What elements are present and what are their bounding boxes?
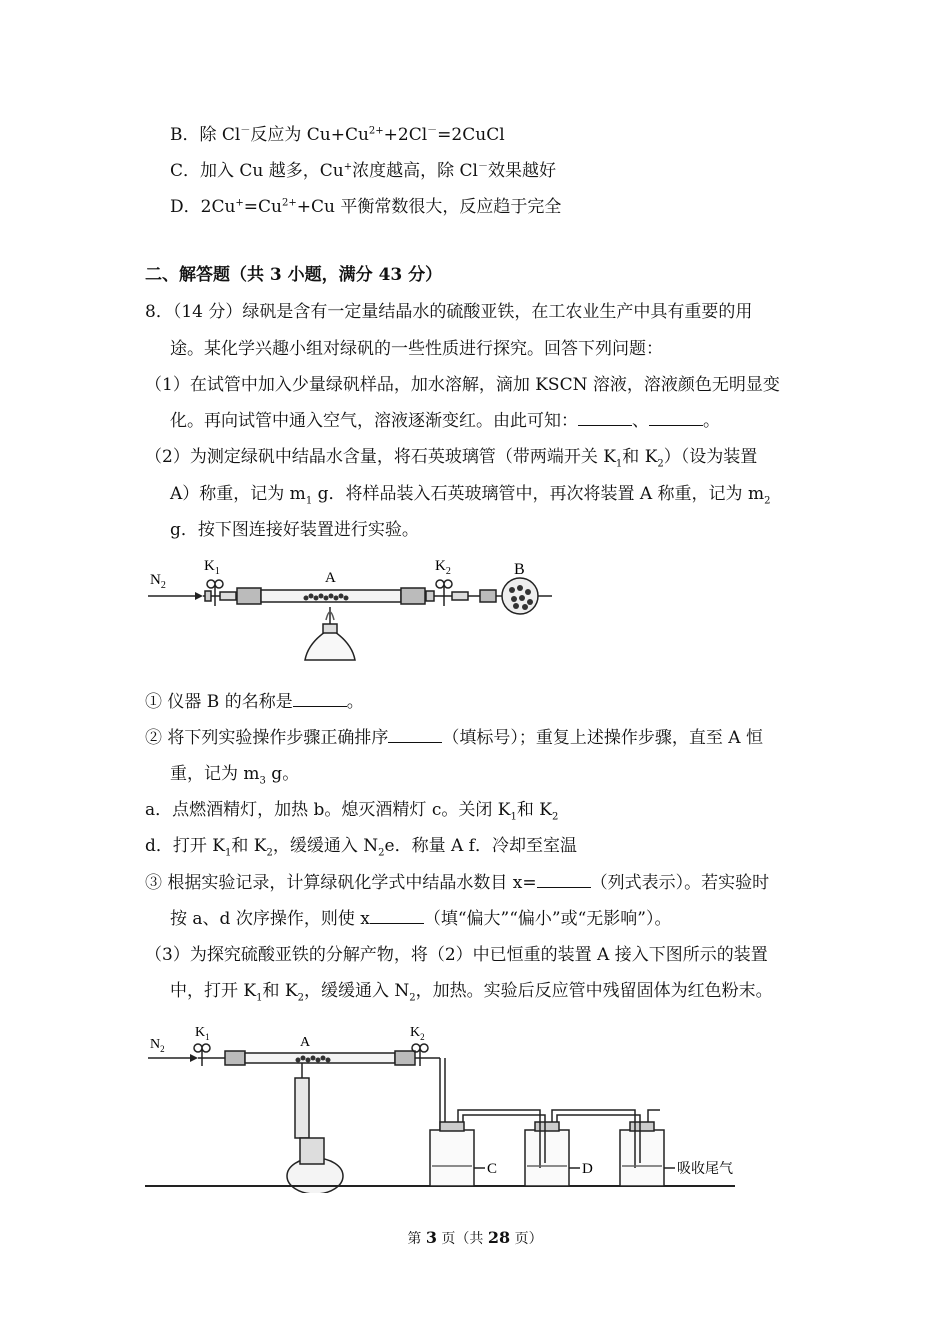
q8-intro-line2: 途。某化学兴趣小组对绿矾的一些性质进行探究。回答下列问题： <box>170 339 663 359</box>
q8-part2-line3: g．按下图连接好装置进行实验。 <box>170 520 419 540</box>
q8-step2-line1: ② 将下列实验操作步骤正确排序 （填标号）；重复上述操作步骤，直至 A 恒 <box>145 728 763 748</box>
fig2-n2-label: $N_2$ <box>150 1037 165 1054</box>
answer-blank[interactable] <box>388 726 442 743</box>
fig2-tail-label: 吸收尾气 <box>677 1162 733 1177</box>
apparatus-figure-2 <box>140 1018 740 1193</box>
fig1-a-label: A <box>325 570 336 586</box>
fig2-d-label: D <box>582 1161 593 1177</box>
fig2-c-label: C <box>487 1161 498 1177</box>
q8-step1: ① 仪器 B 的名称是 。 <box>145 692 364 712</box>
fig2-k2-label: $K_2$ <box>410 1025 425 1042</box>
q8-part3-line1: （3）为探究硫酸亚铁的分解产物，将（2）中已恒重的装置 A 接入下图所示的装置 <box>145 945 768 965</box>
q8-ops-a: a．点燃酒精灯，加热 b。熄灭酒精灯 c。关闭 $K_1$和 $K_2$ <box>145 800 559 823</box>
q8-part2-line1: （2）为测定绿矾中结晶水含量，将石英玻璃管（带两端开关 $K_1$和 $K_2$）（设为装置 <box>145 447 758 470</box>
q8-part3-line2: 中，打开 $K_1$和 $K_2$，缓缓通入 $N_2$，加热。实验后反应管中残留固体为红色粉末。 <box>170 981 773 1004</box>
q8-step2-line2: 重，记为 $m_3$ g。 <box>170 764 300 787</box>
option-c: C．加入 Cu 越多，Cu+浓度越高，除 Cl－效果越好 <box>170 161 556 181</box>
q8-intro-line1: 8．（14 分）绿矾是含有一定量结晶水的硫酸亚铁，在工农业生产中具有重要的用 <box>145 302 753 322</box>
q8-step3-line1: ③ 根据实验记录，计算绿矾化学式中结晶水数目 x= （列式表示）。若实验时 <box>145 873 770 893</box>
fig1-k2-label: $K_2$ <box>435 558 451 577</box>
answer-blank[interactable] <box>537 871 591 888</box>
answer-blank[interactable] <box>578 409 632 426</box>
page-footer: 第 3 页（共 28 页） <box>407 1228 543 1247</box>
answer-blank[interactable] <box>293 690 347 707</box>
option-d: D．$2Cu^+=Cu^{2+}+Cu$ 平衡常数很大，反应趋于完全 <box>170 197 562 217</box>
answer-blank[interactable] <box>649 409 703 426</box>
section-title: 二、解答题（共 3 小题，满分 43 分） <box>145 265 443 285</box>
q8-step3-line2: 按 a、d 次序操作，则使 x （填“偏大”“偏小”或“无影响”）。 <box>170 909 672 929</box>
fig1-k1-label: $K_1$ <box>204 558 220 577</box>
fig1-b-label: B <box>514 561 525 578</box>
q8-part1-line2: 化。再向试管中通入空气，溶液逐渐变红。由此可知： 、 。 <box>170 411 720 431</box>
fig1-n2-label: $N_2$ <box>150 572 166 591</box>
q8-part2-line2: A）称重，记为 $m_1$ g．将样品装入石英玻璃管中，再次将装置 A 称重，记为 $m_2$ <box>170 484 771 507</box>
apparatus-figure-1 <box>140 552 560 672</box>
q8-part1-line1: （1）在试管中加入少量绿矾样品，加水溶解，滴加 KSCN 溶液，溶液颜色无明显变 <box>145 375 780 395</box>
fig2-k1-label: $K_1$ <box>195 1025 210 1042</box>
answer-blank[interactable] <box>370 907 424 924</box>
q8-ops-d: d．打开 $K_1$和 $K_2$，缓缓通入 $N_2e$．称量 A f．冷却至室温 <box>145 836 577 859</box>
fig2-a-label: A <box>300 1035 311 1050</box>
option-b: B．除 Cl－反应为 $Cu+Cu^{2+}+2Cl^-=2CuCl$ <box>170 125 505 145</box>
